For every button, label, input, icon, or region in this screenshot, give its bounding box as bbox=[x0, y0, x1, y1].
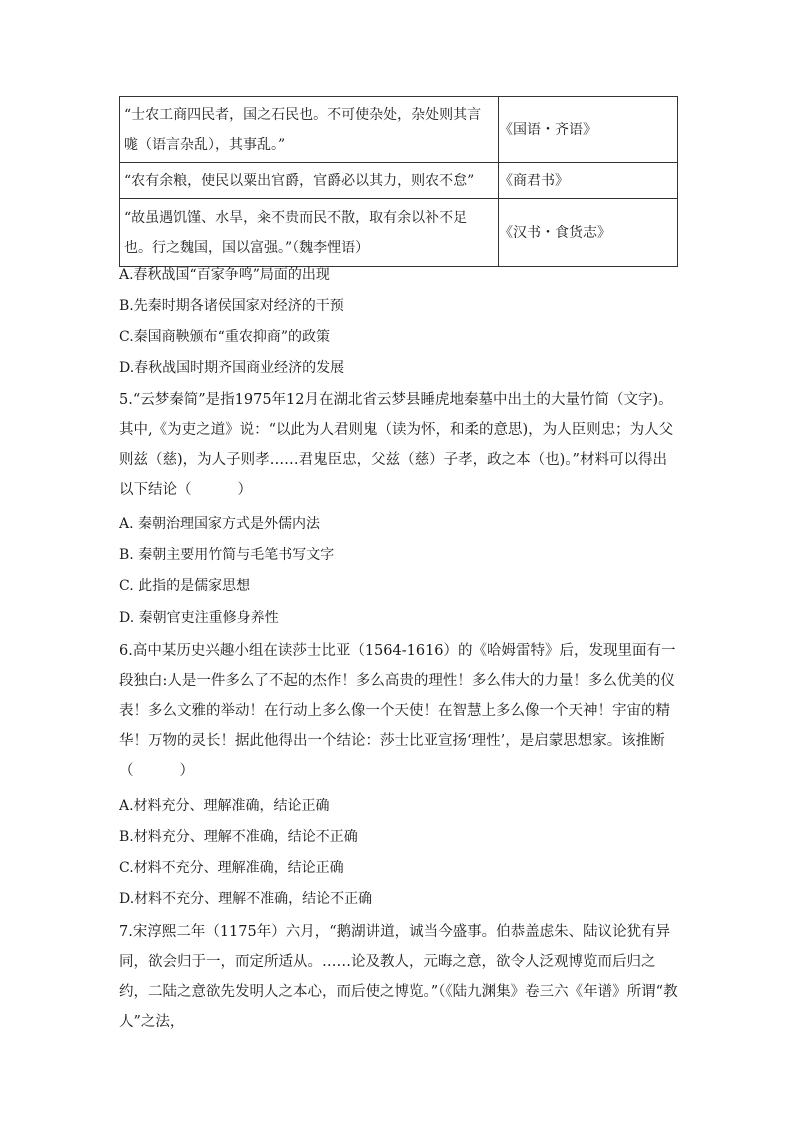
q4-option-a: A.春秋战国“百家争鸣”局面的出现 bbox=[119, 267, 330, 283]
table-quote-cell: “故虽遇饥馑、水旱，籴不贵而民不散，取有余以补不足也。行之魏国，国以富强。”（魏李悝语） bbox=[120, 199, 499, 267]
q4-option-c: C.秦国商鞅颁布“重农抑商”的政策 bbox=[119, 329, 330, 345]
table-quote-cell: “农有余粮，使民以粟出官爵，官爵必以其力，则农不怠” bbox=[120, 163, 499, 199]
q5-option-b: B. 秦朝主要用竹简与毛笔书写文字 bbox=[119, 547, 335, 563]
q6-stem bbox=[119, 636, 679, 786]
q6-stem-text: 6.高中某历史兴趣小组在读莎士比亚（1564-1616）的《哈姆雷特》后，发现里面有一段独白:人是一件多么了不起的杰作！多么高贵的理性！多么伟大的力量！多么优美的仪表！多么文雅的举动！在行动上多么像一个天使！在智慧上多么像一个天神！宇宙的精华！万物的灵长！据此他得出一个结论：莎士比亚宣扬‘理性’，是启蒙思想家。该推断（ bbox=[119, 643, 676, 779]
q5-stem-close: ） bbox=[237, 482, 252, 498]
q5-option-c: C. 此指的是儒家思想 bbox=[119, 578, 251, 594]
q6-option-a: A.材料充分、理解准确，结论正确 bbox=[119, 798, 330, 814]
q6-stem-close: ） bbox=[179, 763, 194, 779]
q7-stem: 7.宋淳熙二年（1175年）六月，“鹅湖讲道，诚当今盛事。伯恭盖虑朱、陆议论犹有异同，欲会归于一，而定所适从。……论及教人，元晦之意，欲令人泛观博览而后归之约，二陆之意欲先发明人之本心，而后使之博览。”（《陆九渊集》卷三六《年谱》所谓“教人”之法， bbox=[119, 924, 678, 1030]
source-table bbox=[119, 96, 678, 267]
q6-option-c: C.材料不充分、理解准确，结论正确 bbox=[119, 860, 344, 876]
q4-option-d: D.春秋战国时期齐国商业经济的发展 bbox=[119, 360, 345, 376]
table-row bbox=[120, 199, 678, 267]
q4-option-b: B.先秦时期各诸侯国家对经济的干预 bbox=[119, 298, 344, 314]
q6-option-d: D.材料不充分、理解不准确，结论不正确 bbox=[119, 891, 373, 907]
q5-stem bbox=[119, 385, 679, 505]
q5-stem-text: 5.“云梦秦简”是指1975年12月在湖北省云梦县睡虎地秦墓中出土的大量竹简（文字)。其中,《为吏之道》说：“以此为人君则鬼（读为怀，和柔的意思)，为人臣则忠；为人父则兹（慈)，为人子则孝……君鬼臣忠，父兹（慈）子孝，政之本（也)。”材料可以得出以下结论（ bbox=[119, 392, 674, 498]
table-source-cell: 《商君书》 bbox=[499, 163, 678, 199]
q5-option-a: A. 秦朝治理国家方式是外儒内法 bbox=[119, 516, 321, 532]
table-source-cell: 《国语・齐语》 bbox=[499, 97, 678, 163]
q5-option-d: D. 秦朝官吏注重修身养性 bbox=[119, 610, 279, 626]
table-row bbox=[120, 97, 678, 163]
q6-option-b: B.材料充分、理解不准确，结论不正确 bbox=[119, 829, 358, 845]
table-quote-cell: “士农工商四民者，国之石民也。不可使杂处，杂处则其言哤（语言杂乱），其事乱。” bbox=[120, 97, 499, 163]
table-row bbox=[120, 163, 678, 199]
table-source-cell: 《汉书・食货志》 bbox=[499, 199, 678, 267]
